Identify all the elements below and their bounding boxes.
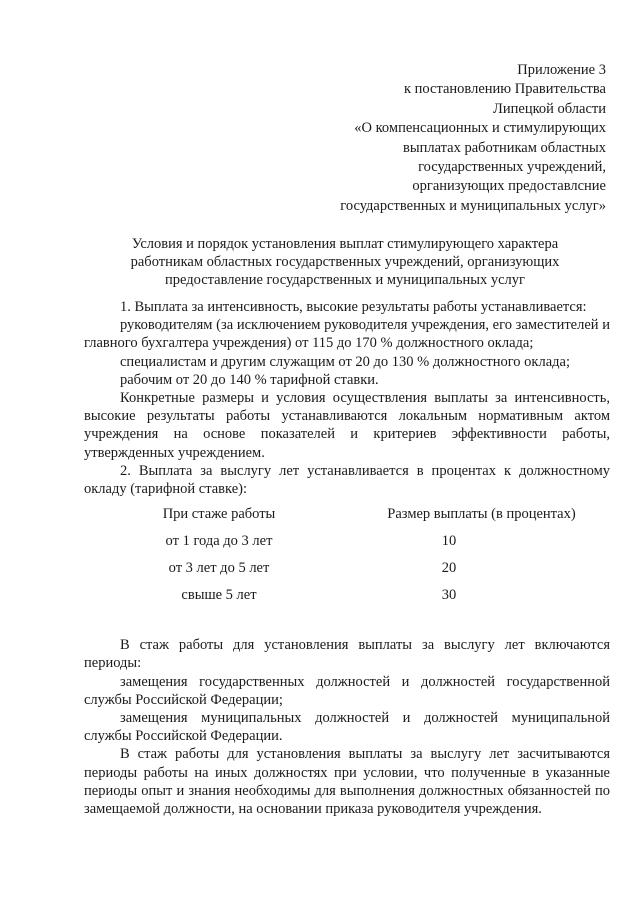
section2-municipal-service: замещения муниципальных должностей и должностей муниципальной службы Российской Федерации.: [84, 710, 610, 745]
table-cell-value: 20: [441, 560, 457, 577]
section2-other-positions: В стаж работы для установления выплаты за выслугу лет засчитываются периоды работы на иных должностях при условии, что полученные в указанные периоды опыт и знания необходимы для выполнения должностных обязанностей по замещаемой должности, на основании приказа руководителя учреждения.: [84, 746, 610, 818]
section2-includes: В стаж работы для установления выплаты за выслугу лет включаются периоды:: [84, 637, 610, 672]
title-line: работникам областных государственных учреждений, организующих: [130, 254, 560, 271]
document-title: [70, 235, 620, 290]
appendix-line: Липецкой области: [493, 100, 606, 117]
section1-managers: руководителям (за исключением руководителя учреждения, его заместителей и главного бухгалтера учреждения) от 115 до 170 % должностного оклада;: [84, 317, 610, 352]
title-line: предоставление государственных и муниципальных услуг: [164, 272, 525, 289]
section2-state-service: замещения государственных должностей и должностей государственной службы Российской Федерации;: [84, 673, 610, 708]
table-header-period: При стаже работы: [162, 506, 276, 523]
document-body: [84, 298, 610, 818]
appendix-line: государственных учреждений,: [418, 159, 606, 176]
table-cell-value: 10: [441, 533, 457, 550]
appendix-line: организующих предоставлсние: [412, 178, 606, 195]
table-header-amount: Размер выплаты (в процентах): [387, 506, 576, 523]
section2-heading: 2. Выплата за выслугу лет устанавливается в процентах к должностному окладу (тарифной ставке):: [84, 462, 610, 498]
section1-workers: рабочим от 20 до 140 % тарифной ставки.: [120, 371, 379, 388]
title-line: Условия и порядок установления выплат стимулирующего характера: [131, 236, 559, 252]
table-cell-period: свыше 5 лет: [181, 587, 257, 604]
table-cell-value: 30: [441, 587, 457, 604]
appendix-line: к постановлению Правительства: [404, 81, 606, 98]
seniority-table: [84, 505, 610, 629]
section1-specific: Конкретные размеры и условия осуществления выплаты за интенсивность, высокие результаты работы устанавливаются локальным нормативным актом учреждения на основе показателей и критериев эффективности работы, утвержденных учреждением.: [84, 390, 610, 461]
appendix-header: [340, 61, 606, 216]
appendix-line: выплатах работникам областных: [403, 139, 606, 156]
table-cell-period: от 3 лет до 5 лет: [168, 560, 270, 577]
section1-specialists: специалистам и другим служащим от 20 до 130 % должностного оклада;: [120, 353, 570, 370]
appendix-line: Приложение 3: [517, 62, 606, 78]
appendix-line: государственных и муниципальных услуг»: [340, 197, 606, 214]
appendix-line: «О компенсационных и стимулирующих: [354, 120, 606, 137]
table-cell-period: от 1 года до 3 лет: [165, 533, 273, 550]
section1-heading: 1. Выплата за интенсивность, высокие результаты работы устанавливается:: [120, 299, 587, 315]
